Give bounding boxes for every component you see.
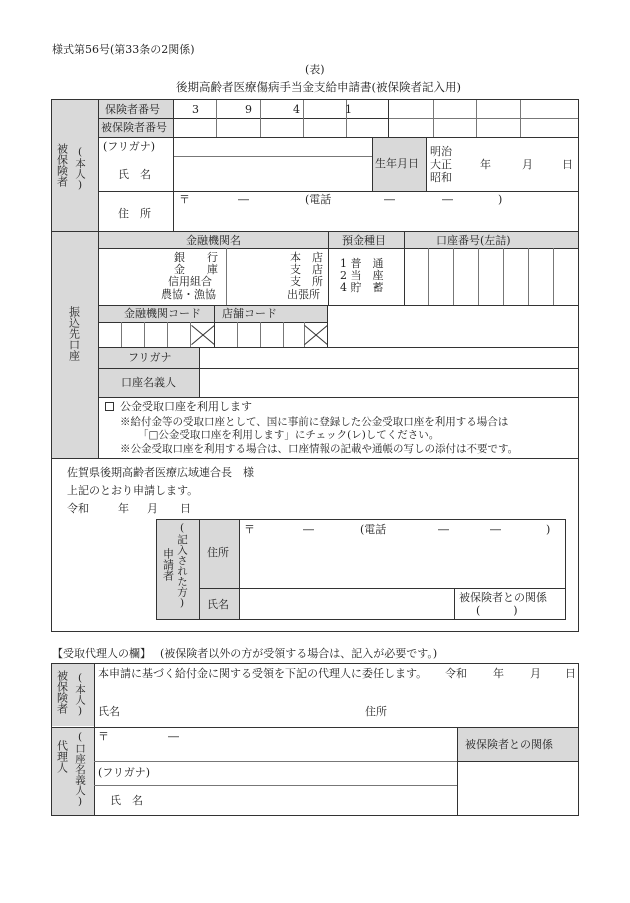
application-statement: 上記のとおり申請します。	[67, 484, 199, 497]
birth-month-label: 月	[522, 158, 533, 171]
applicant-address-field[interactable]	[240, 521, 564, 587]
agent-insured-address-field[interactable]	[392, 700, 576, 724]
agent-day-label: 日	[565, 667, 576, 680]
birthdate-label: 生年月日	[375, 157, 419, 170]
public-account-checkbox[interactable]	[105, 402, 114, 411]
filler-note: (記入された方)	[176, 522, 189, 609]
agent-insured-name-label: 氏名	[98, 705, 120, 718]
applicant-relation-label: 被保険者との関係	[459, 591, 547, 604]
agent-heading-note: (被保険者以外の方が受領する場合は、記入が必要です。)	[160, 647, 438, 660]
delegation-text: 本申請に基づく給付金に関する受領を下記の代理人に委任します。	[98, 667, 428, 680]
birth-year-label: 年	[480, 158, 491, 171]
agent-insured-label: 被保険者	[55, 670, 69, 714]
applicant-phone-dash-1: ―	[438, 523, 449, 536]
insurer-digit-1: 3	[192, 103, 199, 116]
bank-type-bank[interactable]: 銀 行	[174, 251, 218, 264]
holder-label: 口座名義人	[121, 376, 176, 389]
insurer-number-label: 保険者番号	[105, 103, 160, 116]
applicant-name-field[interactable]	[240, 589, 453, 619]
insured-section-label: 被保険者	[55, 143, 69, 187]
agent-insured-self-note: (本人)	[74, 672, 87, 717]
agent-address-field[interactable]	[95, 729, 456, 760]
application-month-label: 月	[147, 502, 158, 515]
applicant-address-label: 住所	[207, 546, 229, 559]
furigana-label: (フリガナ)	[103, 140, 156, 153]
insured-self-note: (本人)	[74, 146, 87, 191]
form-number: 様式第56号(第33条の2関係)	[52, 43, 195, 56]
agent-furigana-label: (フリガナ)	[98, 766, 151, 779]
applicant-phone-close: )	[546, 523, 551, 536]
agent-relation-label: 被保険者との関係	[465, 738, 553, 751]
agent-furigana-field[interactable]	[170, 762, 456, 784]
bank-type-agri[interactable]: 農協・漁協	[161, 288, 216, 301]
application-era: 令和	[67, 502, 89, 515]
applicant-relation-parens[interactable]: ( )	[476, 604, 518, 617]
branch-type-branch[interactable]: 支 店	[290, 263, 323, 276]
account-number-header: 口座番号(左詰)	[436, 234, 511, 247]
deposit-savings[interactable]: 4 貯 蓄	[340, 281, 384, 294]
insurer-digit-3: 4	[293, 103, 300, 116]
agent-insured-name-field[interactable]	[120, 700, 360, 724]
era-meiji[interactable]: 明治	[430, 145, 452, 158]
addressee: 佐賀県後期高齢者医療広域連合長 様	[67, 466, 254, 479]
branch-type-office[interactable]: 支 所	[290, 275, 323, 288]
agent-name-field[interactable]	[160, 786, 456, 814]
agent-year-label: 年	[493, 667, 504, 680]
deposit-ordinary[interactable]: 1 普 通	[340, 257, 384, 270]
era-taisho[interactable]: 大正	[430, 158, 452, 171]
postal-dash: ―	[238, 193, 249, 206]
applicant-postal-mark: 〒	[244, 523, 255, 536]
birth-day-label: 日	[562, 158, 573, 171]
phone-close: )	[498, 193, 503, 206]
phone-dash-2: ―	[442, 193, 453, 206]
application-year-label: 年	[118, 502, 129, 515]
agent-heading: 【受取代理人の欄】	[52, 647, 151, 660]
phone-dash-1: ―	[384, 193, 395, 206]
branch-code-label: 店舗コード	[222, 307, 277, 320]
branch-type-satellite[interactable]: 出張所	[287, 288, 320, 301]
applicant-phone-open: (電話	[360, 523, 387, 536]
agent-postal-dash: ―	[168, 730, 179, 743]
agent-month-label: 月	[530, 667, 541, 680]
holder-field[interactable]	[200, 369, 577, 396]
public-account-note-1b: 「□公金受取口座を利用します」にチェック(レ)してください。	[138, 429, 440, 441]
side-label: (表)	[305, 63, 325, 76]
applicant-label: 申請者	[161, 548, 175, 581]
agent-holder-note: (口座名義人)	[74, 731, 87, 808]
holder-furigana-label: フリガナ	[128, 351, 172, 364]
public-account-note-1: ※給付金等の受取口座として、国に事前に登録した公金受取口座を利用する場合は	[120, 416, 509, 428]
agent-insured-address-label: 住所	[365, 705, 387, 718]
bank-code-label: 金融機関コード	[124, 307, 201, 320]
deposit-type-header: 預金種目	[342, 234, 386, 247]
insured-number-field[interactable]	[174, 119, 388, 136]
name-field[interactable]	[174, 157, 371, 190]
application-day-label: 日	[180, 502, 191, 515]
insurer-digit-4: 1	[345, 103, 352, 116]
agent-relation-field[interactable]	[458, 762, 577, 814]
bank-name-header: 金融機関名	[186, 234, 241, 247]
public-account-note-2: ※公金受取口座を利用する場合は、口座情報の記載や通帳の写しの添付は不要です。	[120, 443, 519, 455]
transfer-section-label: 振込先口座	[67, 306, 81, 361]
applicant-postal-dash: ―	[303, 523, 314, 536]
insurer-digit-2: 9	[245, 103, 252, 116]
form-title: 後期高齢者医療傷病手当金支給申請書(被保険者記入用)	[176, 80, 461, 94]
insured-number-label: 被保険者番号	[101, 121, 167, 134]
holder-furigana-field[interactable]	[200, 348, 577, 367]
agent-label: 代理人	[55, 740, 69, 773]
address-field[interactable]	[174, 192, 577, 230]
public-account-label: 公金受取口座を利用します	[120, 400, 252, 413]
branch-type-main[interactable]: 本 店	[290, 251, 323, 264]
applicant-phone-dash-2: ―	[490, 523, 501, 536]
deposit-current[interactable]: 2 当 座	[340, 269, 384, 282]
agent-era: 令和	[445, 667, 467, 680]
name-label: 氏 名	[118, 168, 151, 181]
era-showa[interactable]: 昭和	[430, 171, 452, 184]
applicant-name-label: 氏名	[207, 598, 229, 611]
agent-postal-mark: 〒	[98, 730, 109, 743]
postal-mark: 〒	[179, 193, 190, 206]
bank-type-kinko[interactable]: 金 庫	[174, 263, 218, 276]
furigana-field[interactable]	[174, 138, 371, 155]
address-label: 住 所	[118, 207, 151, 220]
bank-type-credit-union[interactable]: 信用組合	[168, 275, 212, 288]
phone-open: (電話	[305, 193, 332, 206]
agent-name-label: 氏 名	[110, 794, 143, 807]
